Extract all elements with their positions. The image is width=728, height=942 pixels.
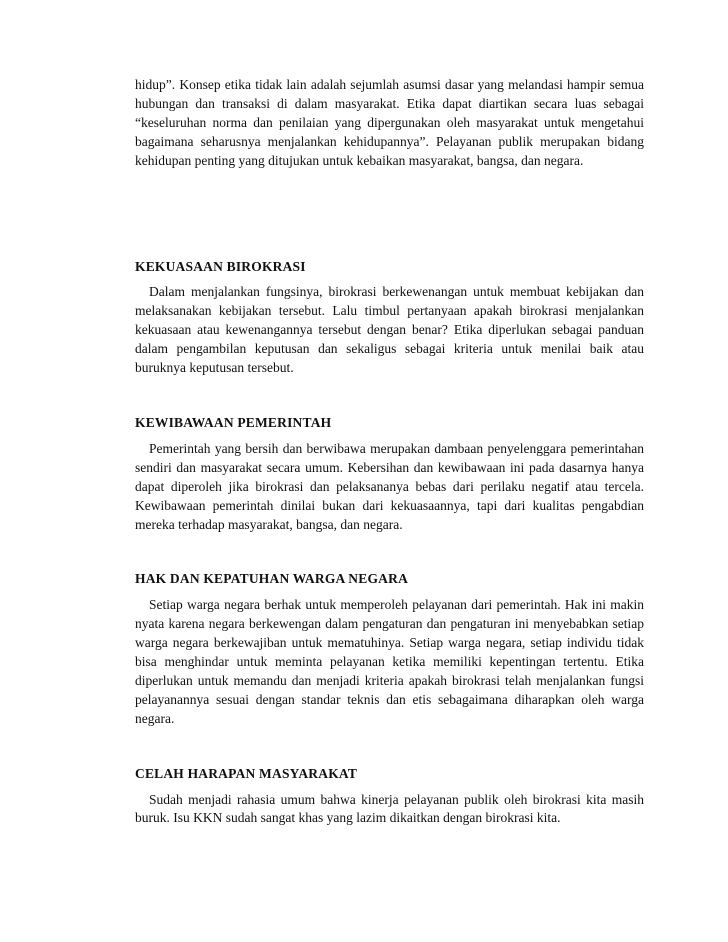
section-heading: CELAH HARAPAN MASYARAKAT: [135, 765, 358, 781]
section-hak-dan-kepatuhan: [135, 570, 644, 728]
section-heading: KEKUASAAN BIROKRASI: [135, 258, 306, 274]
intro-paragraph: hidup”. Konsep etika tidak lain adalah sejumlah asumsi dasar yang melandasi hampir semua hubungan dan transaksi di dalam masyarakat. Etika dapat diartikan secara luas sebagai “keseluruhan norma dan penilaian yang dipergunakan oleh masyarakat untuk mengetahui bagaimana seharusnya menjalankan kehidupannya”. Pelayanan publik merupakan bidang kehidupan penting yang ditujukan untuk kebaikan masyarakat, bangsa, dan negara.: [135, 77, 644, 168]
section-kewibawaan-pemerintah: [135, 414, 644, 534]
document-page: [135, 76, 644, 828]
section-heading: KEWIBAWAAN PEMERINTAH: [135, 414, 332, 430]
section-celah-harapan: [135, 765, 644, 829]
section-heading: HAK DAN KEPATUHAN WARGA NEGARA: [135, 571, 409, 587]
section-kekuasaan-birokrasi: [135, 258, 644, 378]
section-paragraph: Setiap warga negara berhak untuk memperoleh pelayanan dari pemerintah. Hak ini makin nyata karena negara berkewengan dalam pengaturan dan pengaturan ini menyebabkan setiap warga negara berkewajiban untuk mematuhinya. Setiap warga negara, setiap individu tidak bisa menghindar untuk meminta pelayanan ketika memiliki kepentingan tertentu. Etika diperlukan untuk memandu dan menjadi kriteria apakah birokrasi telah menjalankan fungsi pelayanannya sesuai dengan standar teknis dan etis sebagaimana diharapkan oleh warga negara.: [135, 597, 644, 726]
section-paragraph: Dalam menjalankan fungsinya, birokrasi berkewenangan untuk membuat kebijakan dan melaksanakan kebijakan tersebut. Lalu timbul pertanyaan apakah birokrasi menjalankan kekuasaan atau kewenangannya tersebut dengan benar? Etika diperlukan sebagai panduan dalam pengambilan keputusan dan sekaligus sebagai kriteria untuk menilai baik atau buruknya keputusan tersebut.: [135, 284, 644, 376]
section-paragraph: Pemerintah yang bersih dan berwibawa merupakan dambaan penyelenggara pemerintahan sendiri dan masyarakat secara umum. Kebersihan dan kewibawaan ini pada dasarnya hanya dapat diperoleh jika birokrasi dan pelaksananya bebas dari perilaku negatif atau tercela. Kewibawaan pemerintah dinilai bukan dari kekuasaannya, tapi dari kualitas pengabdian mereka terhadap masyarakat, bangsa, dan negara.: [135, 440, 644, 532]
blank-space: [135, 171, 644, 258]
section-paragraph: Sudah menjadi rahasia umum bahwa kinerja pelayanan publik oleh birokrasi kita masih buruk. Isu KKN sudah sangat khas yang lazim dikaitkan dengan birokrasi kita.: [135, 791, 644, 826]
